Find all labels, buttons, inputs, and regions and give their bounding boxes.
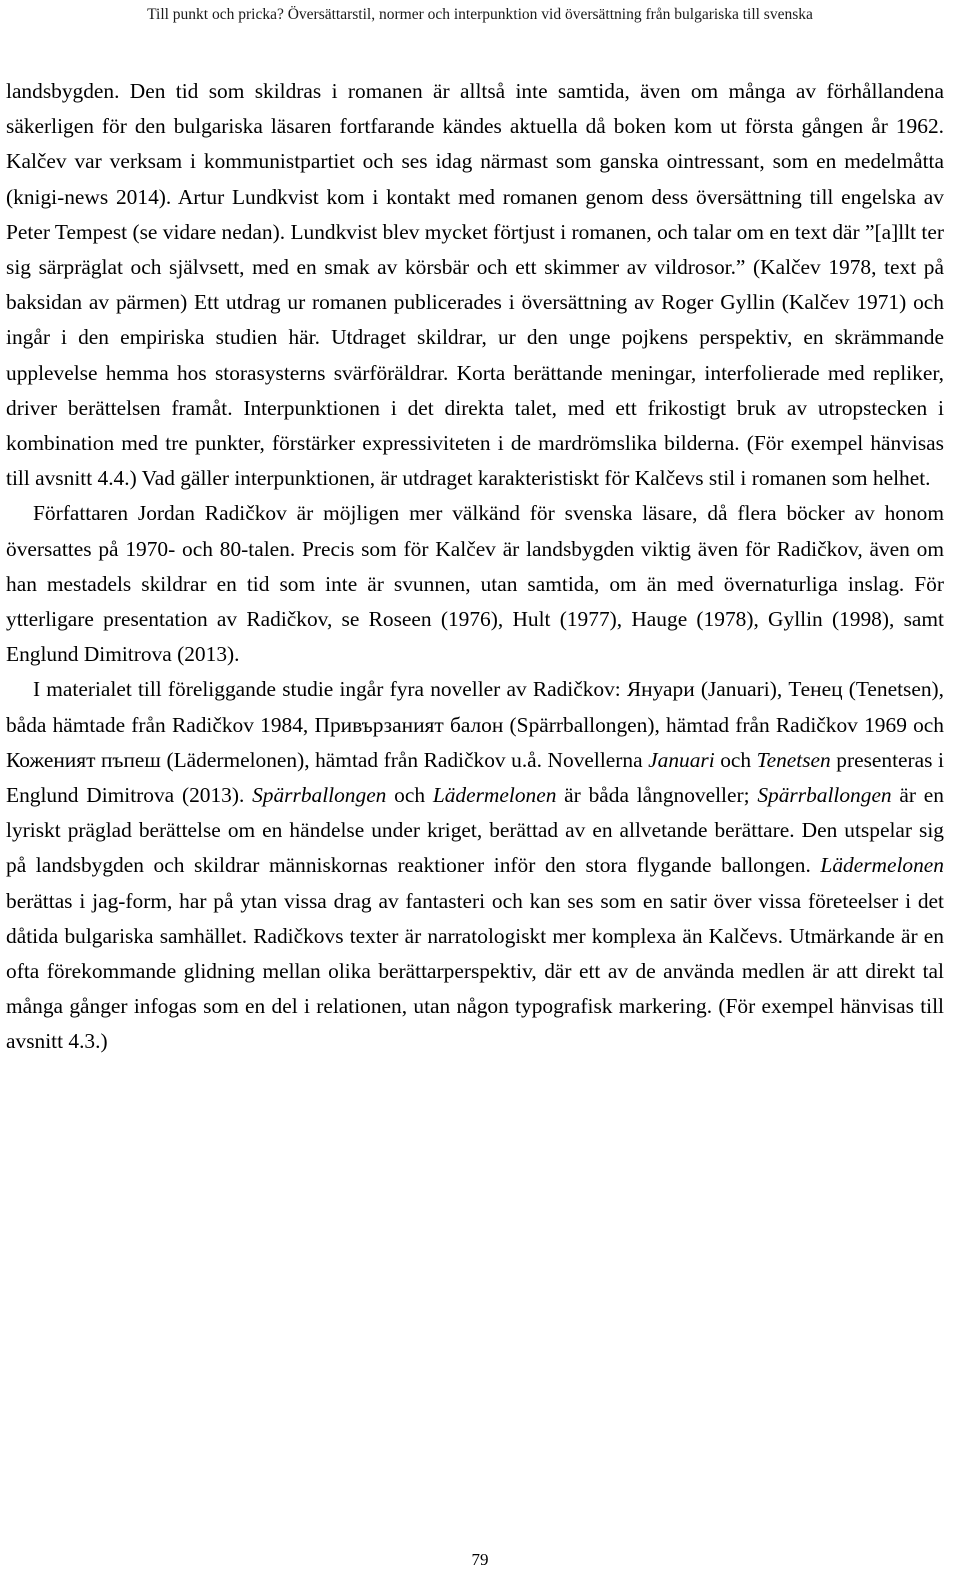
- paragraph-continuation: [6, 74, 944, 496]
- work-title: Januari: [648, 747, 715, 772]
- text-run: landsbygden. Den tid som skildras i romanen är alltså inte samtida, även om många av förhållandena säkerligen för den bulgariska läsaren fortfarande kändes aktuella då boken kom ut första gången år 1962. Kalčev var verksam i kommunistpartiet och ses idag närmast som ganska ointressant, som en medelmåtta (knigi-news 2014). Artur Lundkvist kom i kontakt med romanen genom dess översättning till engelska av Peter Tempest (se vidare nedan). Lundkvist blev mycket förtjust i romanen, och talar om en text där ”[a]llt ter sig särpräglat och självsett, med en smak av körsbär och ett skimmer av vildrosor.” (Kalčev 1978, text på baksidan av pärmen) Ett utdrag ur romanen publicerades i översättning av Roger Gyllin (Kalčev 1971) och ingår i den empiriska studien här. Utdraget skildrar, ur den unge pojkens perspektiv, en skrämmande upplevelse hemma hos storasysterns svärföräldrar. Korta berättande meningar, interfolierade med repliker, driver berättelsen framåt. Interpunktionen i det direkta talet, med ett frikostigt bruk av utropstecken i kombination med tre punkter, förstärker expressiviteten i de mardrömslika bilderna. (För exempel hänvisas till avsnitt 4.4.) Vad gäller interpunktionen, är utdraget karakteristiskt för Kalčevs stil i romanen som helhet.: [6, 79, 944, 491]
- body-text: [6, 74, 944, 1060]
- text-run: och: [714, 747, 757, 772]
- paragraph-material: [6, 672, 944, 1059]
- work-title: Spärrballongen: [252, 783, 387, 808]
- text-run: är en lyriskt präglad berättelse om en händelse under kriget, berättad av en allvetande berättare. Den utspelar sig på landsbygden och skildrar människornas reaktioner inför den stora flygande ballongen.: [6, 783, 944, 878]
- text-run: är båda långnoveller;: [556, 783, 758, 808]
- text-run: och: [386, 783, 433, 808]
- work-title: Tenetsen: [756, 747, 831, 772]
- running-header: Till punkt och pricka? Översättarstil, normer och interpunktion vid översättning från bulgariska till svenska: [147, 6, 813, 23]
- text-run: presenteras i Englund Dimitrova (2013).: [6, 747, 944, 808]
- text-run: berättas i jag-form, har på ytan vissa drag av fantasteri och kan ses som en satir över vissa företeelser i det dåtida bulgariska samhället. Radičkovs texter är narratologiskt mer komplexa än Kalčevs. Utmärkande är en ofta förekommande glidning mellan olika berättarperspektiv, där ett av de använda medlen är att direkt tal många gånger infogas som en del i relationen, utan någon typografisk markering. (För exempel hänvisas till avsnitt 4.3.): [6, 888, 944, 1054]
- work-title: Lädermelonen: [820, 853, 944, 878]
- text-run: Författaren Jordan Radičkov är möjligen mer välkänd för svenska läsare, då flera böcker av honom översattes på 1970- och 80-talen. Precis som för Kalčev är landsbygden viktig även för Radičkov, även om han mestadels skildrar en tid som inte är svunnen, utan samtida, om än med övernaturliga inslag. För ytterligare presentation av Radičkov, se Roseen (1976), Hult (1977), Hauge (1978), Gyllin (1998), samt Englund Dimitrova (2013).: [6, 501, 944, 667]
- paragraph-radickov-intro: [6, 496, 944, 672]
- work-title: Lädermelonen: [432, 783, 557, 808]
- text-run: I materialet till föreliggande studie ingår fyra noveller av Radičkov: Януари (Januari), Тенец (Tenetsen), båda hämtade från Radičkov 1984, Привързаният балон (Spärrballongen), hämtad från Radičkov 1969 och Коженият пъпеш (Lädermelonen), hämtad från Radičkov u.å. Novellerna: [6, 677, 944, 772]
- work-title: Spärrballongen: [757, 783, 892, 808]
- page-number: 79: [471, 1550, 489, 1569]
